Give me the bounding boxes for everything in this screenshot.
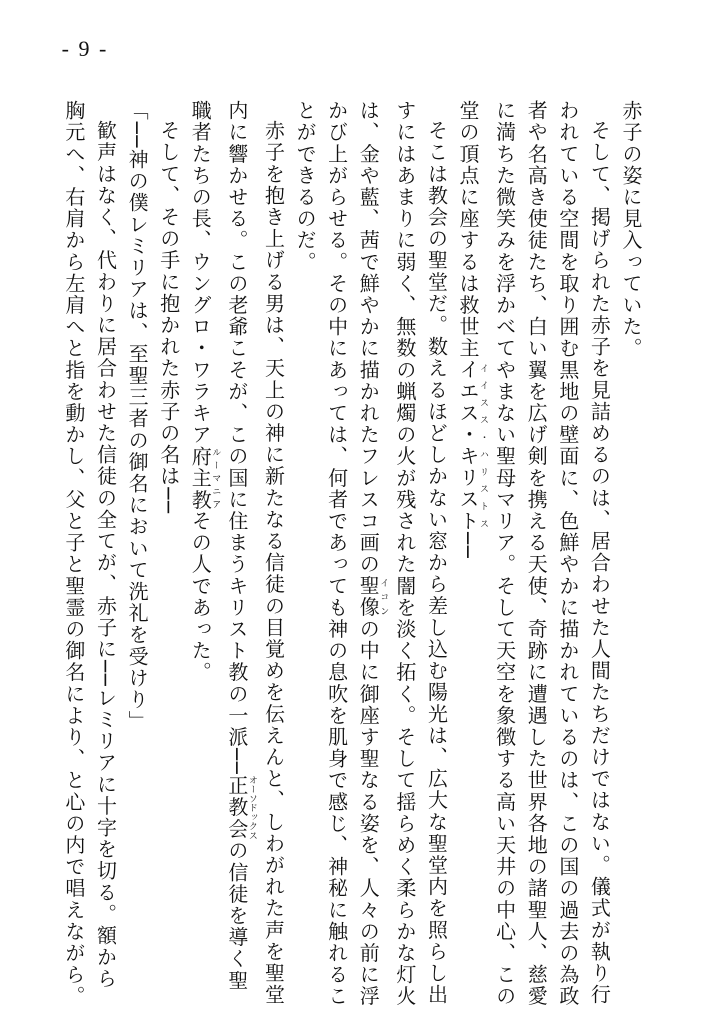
ruby-reading: イコン [378,575,389,619]
text-line: に満ちた微笑みを浮かべてやまない聖母マリア。そして天空を象徴する高い天井の中心、この [492,100,517,1008]
text-line: すにはあまりに弱く、無数の蝋燭の火が残された闇を淡く拓く。そして揺らめく柔らかな灯火 [392,100,417,1008]
ruby-reading: オーソドックス [246,775,257,841]
ruby-annotation: イエス・キリストイイスス・ハリストス [456,359,489,533]
text-line: 堂の頂点に座するは救世主イエス・キリストイイスス・ハリストス── [456,100,489,560]
text-line: 赤子を抱き上げる男は、天上の神に新たなる信徒の目覚めを伝えんと、しわがれた声を聖堂 [261,120,286,1006]
text-line: そして、掲げられた赤子を見詰めるのは、居合わせた人間たちだけではない。儀式が執り行 [587,120,612,1006]
body-text [57,100,646,1008]
text-line: われている空間を取り囲む黒地の壁面に、色鮮やかに描かれているのは、この国の過去の為政 [555,100,580,1008]
ruby-annotation: 聖像イコン [356,575,389,619]
text-line: とができるのだ。 [293,100,318,273]
ruby-annotation: 府主教ルーマニア [188,445,221,511]
text-line: は、金や藍、茜で鮮やかに描かれたフレスコ画の聖像イコンの中に御座す聖なる姿を、人々の前に浮 [356,100,389,1008]
page-number: - 9 - [61,36,109,61]
text-line: 歓声はなく、代わりに居合わせた信徒の全てが、赤子に──レミリアに十字を切る。額から [93,120,118,990]
text-line: 内に響かせる。この老爺こそが、この国に住まうキリスト教の一派──正教会オーソドックスの信徒を導く聖 [224,100,257,992]
text-line: かび上がらせる。その中にあっては、何者であっても神の息吹を肌身で感じ、神秘に触れるこ [324,100,349,1008]
text-line: そこは教会の聖堂だ。数えるほどしかない窓から差し込む陽光は、広大な聖堂内を照らし出 [424,120,449,1006]
text-line: 赤子の姿に見入っていた。 [619,100,643,360]
ruby-reading: ルーマニア [210,445,221,511]
text-line: 「──神の僕レミリアは、至聖三者の御名において洗礼を受けり」 [125,100,150,733]
ruby-annotation: 正教会オーソドックス [224,775,257,841]
text-line: 職者たちの長、ウングロ・ワラキア府主教ルーマニアその人であった。 [188,100,221,684]
text-line: 者や名高き使徒たち、白い翼を広げ剣を携える天使、奇跡に遭遇した世界各地の諸聖人、慈愛 [524,100,549,1008]
ruby-reading: イイスス・ハリストス [478,359,489,533]
text-line: そして、その手に抱かれた赤子の名は── [156,120,181,515]
text-line: 胸元へ、右肩から左肩へと指を動かし、父と子と聖霊の御名により、と心の内で唱えながら。 [61,100,86,1008]
